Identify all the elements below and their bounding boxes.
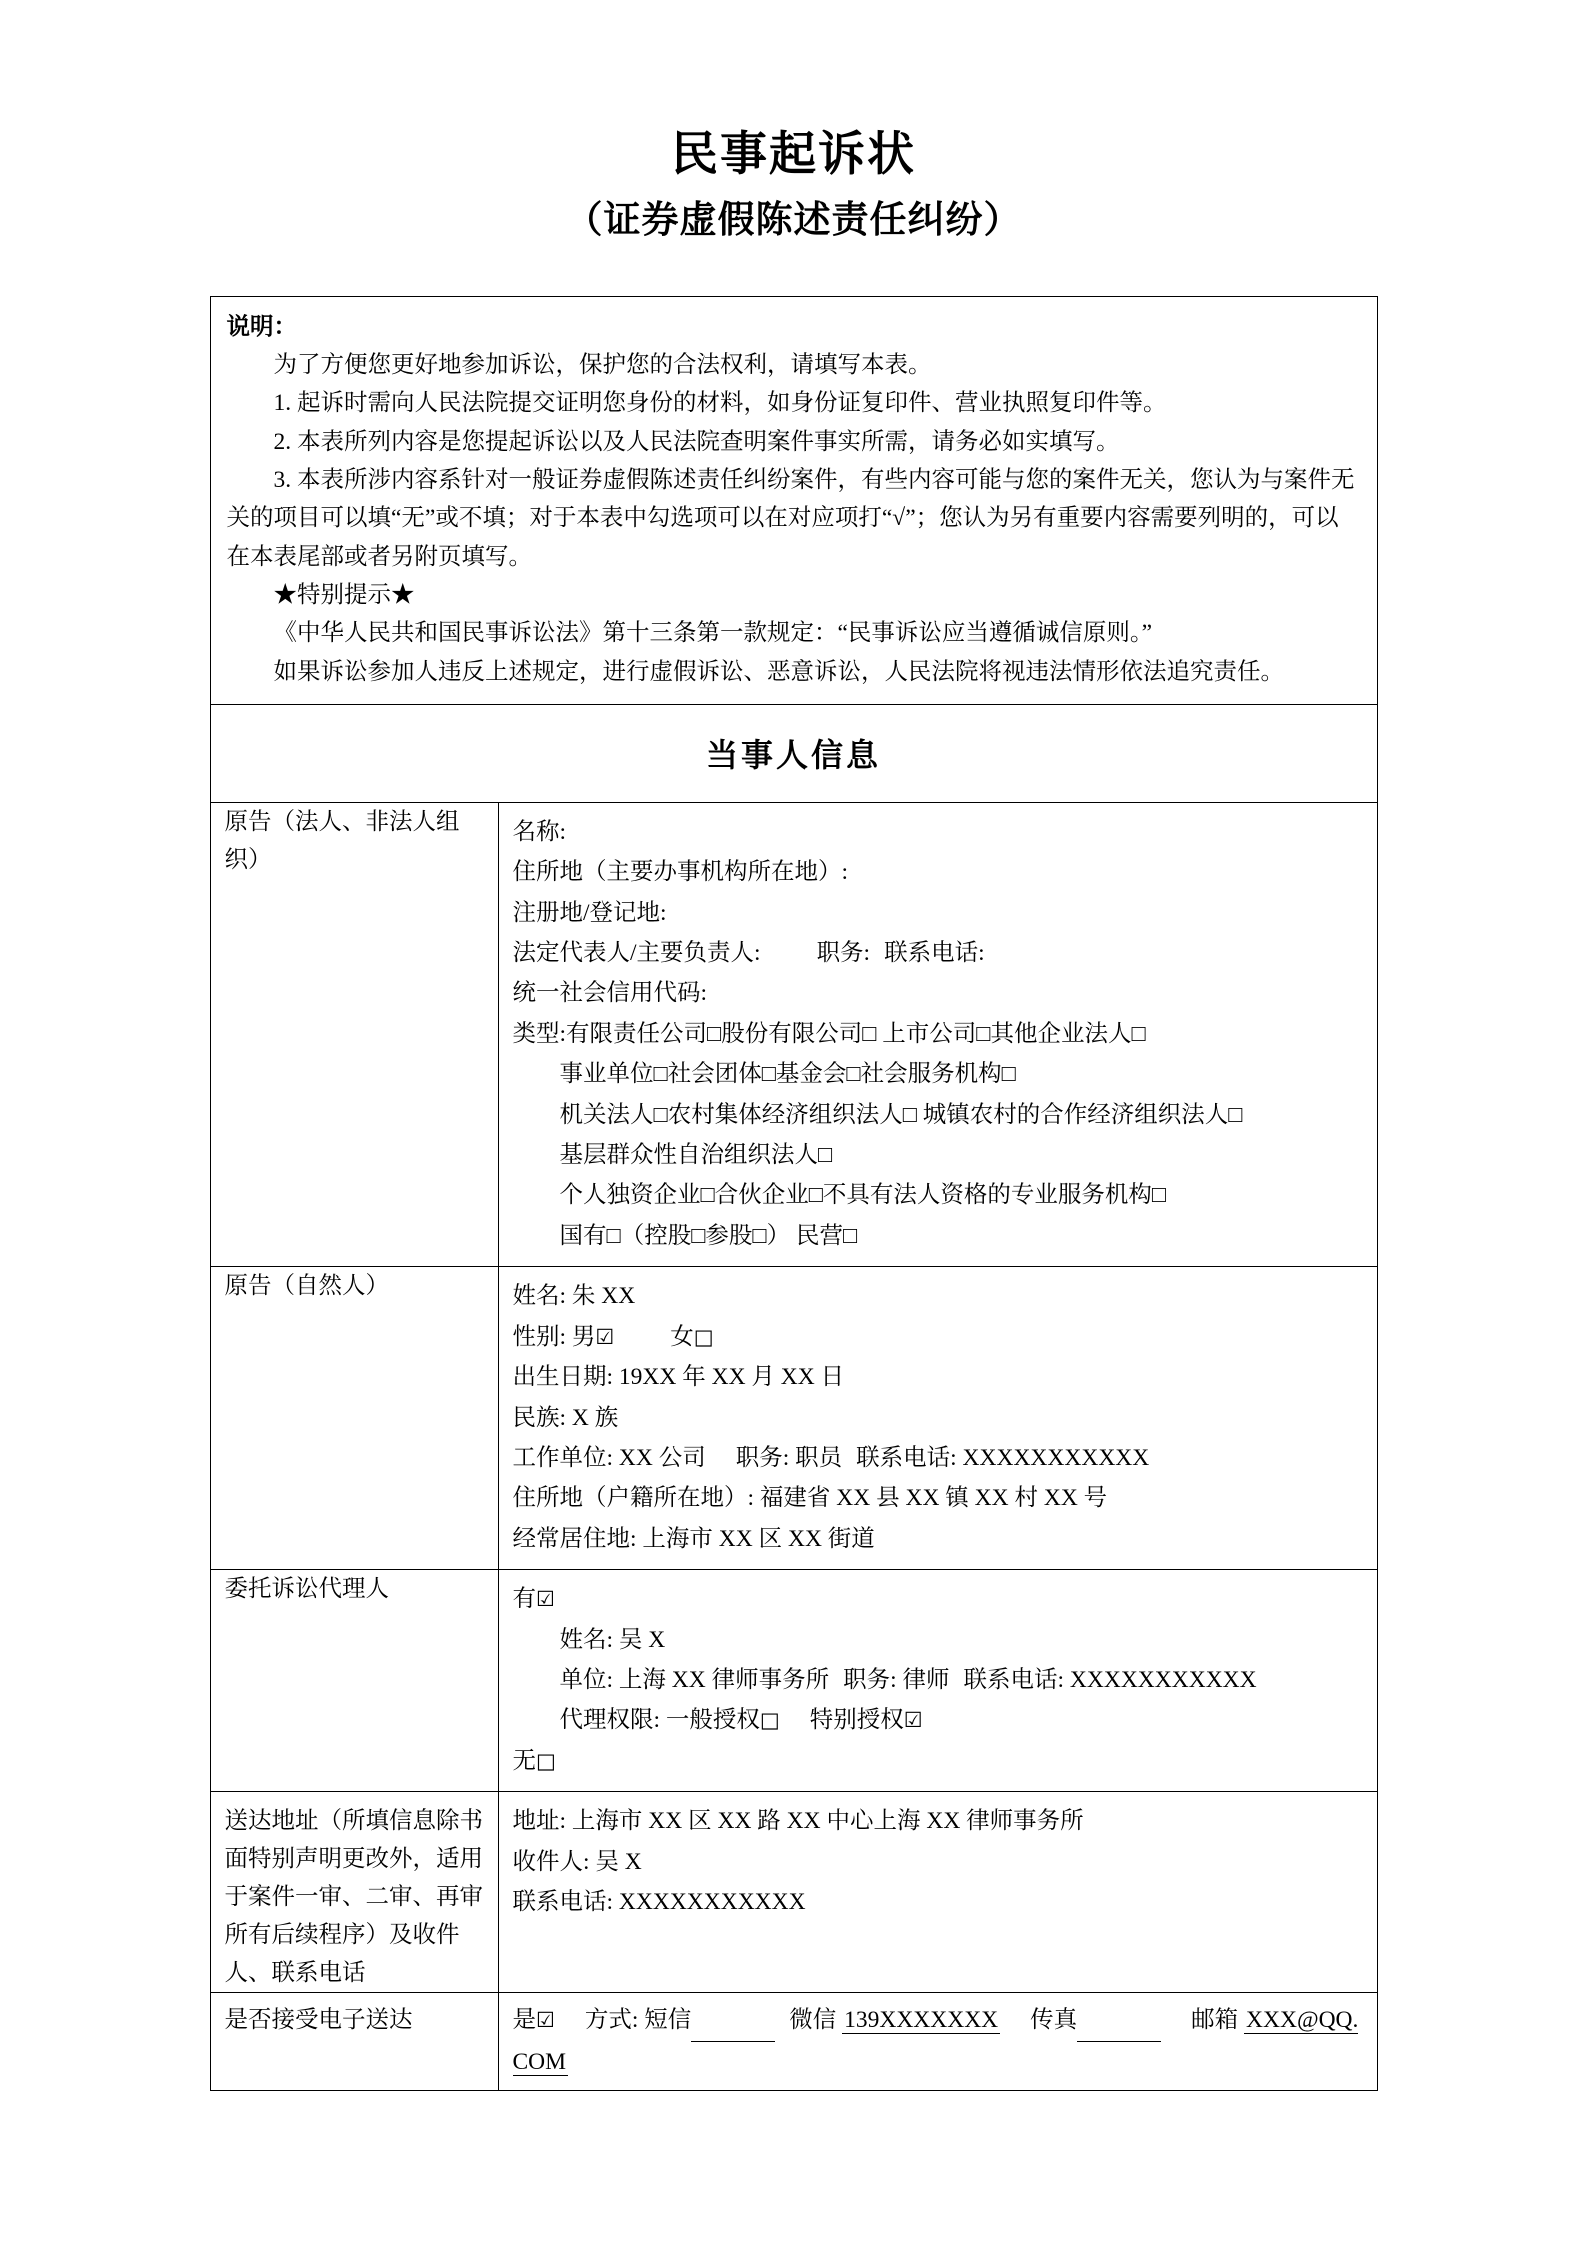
plaintiff-org-label: 原告（法人、非法人组织） xyxy=(224,808,460,873)
org-type-options-3: 机关法人□农村集体经济组织法人□ 城镇农村的合作经济组织法人□ xyxy=(559,1101,1243,1128)
service-address-value: 上海市 XX 区 XX 路 XX 中心上海 XX 律师事务所 xyxy=(571,1808,1084,1835)
service-address-field[interactable] xyxy=(513,1801,1365,1841)
plaintiff-org-fields xyxy=(499,803,1377,1266)
service-address-label: 送达地址（所填信息除书面特别声明更改外，适用于案件一审、二审、再审所有后续程序）及收件人、联系电话 xyxy=(224,1808,483,1987)
title-block xyxy=(0,0,1587,244)
person-post-value: 职员 xyxy=(795,1444,843,1471)
agent-name-field[interactable] xyxy=(513,1620,1365,1660)
special-tip-law: 《中华人民共和国民事诉讼法》第十三条第一款规定：“民事诉讼应当遵循诚信原则。” xyxy=(273,620,1153,647)
org-legalrep-field[interactable] xyxy=(513,933,1365,973)
page-title: 民事起诉状 xyxy=(671,129,916,181)
plaintiff-person-fields xyxy=(499,1267,1377,1569)
e-service-method-label: 方式: xyxy=(584,2007,639,2034)
form-container xyxy=(210,296,1378,2091)
e-service-email-label: 邮箱 xyxy=(1191,2007,1239,2034)
agent-firm-label: 单位: xyxy=(559,1666,614,1693)
person-ethnicity-label: 民族: xyxy=(512,1404,567,1431)
org-type-label: 类型: xyxy=(512,1020,567,1047)
section-header-row xyxy=(210,704,1377,802)
e-service-yes-checkbox[interactable]: ☑ xyxy=(536,2008,555,2033)
notes-item-3: 3. 本表所涉内容系针对一般证券虚假陈述责任纠纷案件，有些内容可能与您的案件无关，您认为与案件无关的项目可以填“无”或不填；对于本表中勾选项可以在对应项打“√”；您认为另有重要内容需要列明的，可以在本表尾部或者另附页填写。 xyxy=(226,467,1355,570)
org-name-label: 名称: xyxy=(512,818,567,845)
org-name-field[interactable] xyxy=(513,812,1365,852)
notes-item-2: 2. 本表所列内容是您提起诉讼以及人民法院查明案件事实所需，请务必如实填写。 xyxy=(273,428,1120,455)
service-address-field-label: 地址: xyxy=(512,1808,567,1835)
service-address-row xyxy=(210,1792,1377,1993)
service-recipient-field[interactable] xyxy=(513,1842,1365,1882)
person-domicile-value: 福建省 XX 县 XX 镇 XX 村 XX 号 xyxy=(759,1485,1108,1512)
org-type-options-4: 基层群众性自治组织法人□ xyxy=(559,1142,833,1169)
service-phone-label: 联系电话: xyxy=(512,1888,614,1915)
e-service-yes-label: 是 xyxy=(512,2007,536,2034)
person-birth-field[interactable] xyxy=(513,1357,1365,1397)
authority-special-label: 特别授权 xyxy=(809,1707,904,1734)
org-type-options-6: 国有□（控股□参股□） 民营□ xyxy=(559,1222,858,1249)
notes-body xyxy=(211,297,1377,704)
person-name-label: 姓名: xyxy=(512,1283,567,1310)
service-address-fields xyxy=(499,1792,1377,1932)
agent-post-value: 律师 xyxy=(902,1666,950,1693)
e-service-wechat-value[interactable]: 139XXXXXXX xyxy=(844,2007,999,2034)
party-info-title: 当事人信息 xyxy=(705,736,881,773)
e-service-sms-input[interactable] xyxy=(691,2016,775,2042)
agent-fields xyxy=(499,1570,1377,1791)
org-type-options-5: 个人独资企业□合伙企业□不具有法人资格的专业服务机构□ xyxy=(559,1182,1167,1209)
authority-general-checkbox[interactable]: □ xyxy=(759,1708,780,1733)
service-phone-value: XXXXXXXXXXX xyxy=(618,1888,806,1915)
org-post-label: 职务: xyxy=(816,940,871,967)
agent-none-checkbox[interactable]: □ xyxy=(536,1748,556,1773)
service-phone-field[interactable] xyxy=(513,1882,1365,1922)
page-subtitle: （证券虚假陈述责任纠纷） xyxy=(565,200,1022,242)
person-name-field[interactable] xyxy=(513,1276,1365,1316)
org-type-line-3[interactable] xyxy=(513,1095,1365,1135)
org-type-options-1: 有限责任公司□股份有限公司□ 上市公司□其他企业法人□ xyxy=(566,1020,1146,1047)
authority-special-checkbox[interactable]: ☑ xyxy=(903,1708,923,1733)
agent-firm-value: 上海 XX 律师事务所 xyxy=(618,1666,830,1693)
section-header-cell xyxy=(210,704,1377,802)
plaintiff-person-label-cell xyxy=(210,1267,498,1570)
person-phone-label: 联系电话: xyxy=(856,1444,957,1471)
org-type-line-4[interactable] xyxy=(513,1135,1365,1175)
e-service-email-value[interactable]: XXX@QQ. COM xyxy=(512,2007,1359,2075)
gender-female-checkbox[interactable]: □ xyxy=(693,1324,714,1349)
agent-phone-value: XXXXXXXXXXX xyxy=(1069,1666,1257,1693)
agent-authority-label: 代理权限: xyxy=(559,1707,661,1734)
org-type-line-2[interactable] xyxy=(513,1054,1365,1094)
agent-has-field[interactable] xyxy=(513,1579,1365,1619)
agent-name-label: 姓名: xyxy=(559,1626,614,1653)
e-service-sms-label: 短信 xyxy=(644,2007,692,2034)
service-address-content-cell xyxy=(498,1792,1377,1993)
person-name-value: 朱 XX xyxy=(571,1283,636,1310)
person-ethnicity-field[interactable] xyxy=(513,1398,1365,1438)
person-domicile-label: 住所地（户籍所在地）: xyxy=(512,1485,755,1512)
e-service-fax-input[interactable] xyxy=(1077,2016,1161,2042)
notes-row xyxy=(210,296,1377,704)
plaintiff-person-row xyxy=(210,1267,1377,1570)
org-creditcode-field[interactable] xyxy=(513,973,1365,1013)
e-service-label: 是否接受电子送达 xyxy=(224,2007,413,2034)
agent-label-cell xyxy=(210,1570,498,1792)
person-gender-field[interactable] xyxy=(513,1317,1365,1357)
gender-male-checkbox[interactable]: ☑ xyxy=(595,1324,615,1349)
e-service-wechat-label: 微信 xyxy=(789,2007,837,2034)
e-service-fields xyxy=(499,1993,1377,2090)
person-birth-label: 出生日期: xyxy=(512,1364,614,1391)
special-tip-label: ★特别提示★ xyxy=(273,581,415,608)
e-service-row xyxy=(210,1993,1377,2091)
person-employer-field[interactable] xyxy=(513,1438,1365,1478)
person-phone-value: XXXXXXXXXXX xyxy=(962,1444,1150,1471)
person-gender-label: 性别: xyxy=(512,1323,567,1350)
service-recipient-value: 吴 X xyxy=(595,1848,642,1875)
e-service-label-cell xyxy=(210,1993,498,2091)
plaintiff-person-label: 原告（自然人） xyxy=(224,1273,389,1300)
person-birth-value: 19XX 年 XX 月 XX 日 xyxy=(618,1364,845,1391)
notes-intro: 为了方便您更好地参加诉讼，保护您的合法权利，请填写本表。 xyxy=(273,352,932,379)
e-service-fax-label: 传真 xyxy=(1030,2007,1078,2034)
person-employer-label: 工作单位: xyxy=(512,1444,614,1471)
person-residence-label: 经常居住地: xyxy=(512,1525,637,1552)
person-residence-value: 上海市 XX 区 XX 街道 xyxy=(642,1525,875,1552)
person-residence-field[interactable] xyxy=(513,1519,1365,1559)
e-service-content-cell xyxy=(498,1993,1377,2091)
notes-item-1: 1. 起诉时需向人民法院提交证明您身份的材料，如身份证复印件、营业执照复印件等。 xyxy=(273,390,1167,417)
agent-none-label: 无 xyxy=(512,1747,536,1774)
agent-post-label: 职务: xyxy=(843,1666,897,1693)
org-register-label: 注册地/登记地: xyxy=(512,899,667,926)
agent-authority-field[interactable] xyxy=(513,1700,1365,1740)
authority-general-label: 一般授权 xyxy=(665,1707,760,1734)
org-register-field[interactable] xyxy=(513,893,1365,933)
gender-male-label: 男 xyxy=(571,1323,596,1350)
gender-female-label: 女 xyxy=(670,1323,694,1350)
plaintiff-org-label-cell xyxy=(210,802,498,1266)
agent-row xyxy=(210,1570,1377,1792)
agent-has-checkbox[interactable]: ☑ xyxy=(536,1587,555,1612)
agent-firm-field[interactable] xyxy=(513,1660,1365,1700)
service-recipient-label: 收件人: xyxy=(512,1848,590,1875)
complaint-form-table xyxy=(210,296,1378,2091)
org-creditcode-label: 统一社会信用代码: xyxy=(512,980,708,1007)
org-type-options-2: 事业单位□社会团体□基金会□社会服务机构□ xyxy=(559,1061,1016,1088)
person-ethnicity-value: X 族 xyxy=(571,1404,619,1431)
org-address-label: 住所地（主要办事机构所在地）: xyxy=(512,859,849,886)
org-type-line-5[interactable] xyxy=(513,1175,1365,1215)
special-tip-warning: 如果诉讼参加人违反上述规定，进行虚假诉讼、恶意诉讼，人民法院将视违法情形依法追究责任。 xyxy=(273,658,1284,685)
person-employer-value: XX 公司 xyxy=(618,1444,706,1471)
notes-cell xyxy=(210,296,1377,704)
person-domicile-field[interactable] xyxy=(513,1478,1365,1518)
agent-phone-label: 联系电话: xyxy=(963,1666,1065,1693)
org-legalrep-label: 法定代表人/主要负责人: xyxy=(512,940,761,967)
service-address-label-cell xyxy=(210,1792,498,1993)
agent-content-cell xyxy=(498,1570,1377,1792)
org-type-line-6[interactable] xyxy=(513,1216,1365,1256)
org-type-line-1[interactable] xyxy=(513,1014,1365,1054)
agent-label: 委托诉讼代理人 xyxy=(224,1576,389,1603)
org-phone-label: 联系电话: xyxy=(884,940,985,967)
agent-none-field[interactable] xyxy=(513,1741,1365,1781)
agent-has-label: 有 xyxy=(512,1586,536,1613)
plaintiff-org-row xyxy=(210,802,1377,1266)
agent-name-value: 吴 X xyxy=(618,1626,666,1653)
plaintiff-org-content-cell xyxy=(498,802,1377,1266)
notes-heading: 说明： xyxy=(226,313,297,340)
e-service-line[interactable] xyxy=(513,2000,1365,2082)
person-post-label: 职务: xyxy=(735,1444,790,1471)
org-address-field[interactable] xyxy=(513,852,1365,892)
plaintiff-person-content-cell xyxy=(498,1267,1377,1570)
